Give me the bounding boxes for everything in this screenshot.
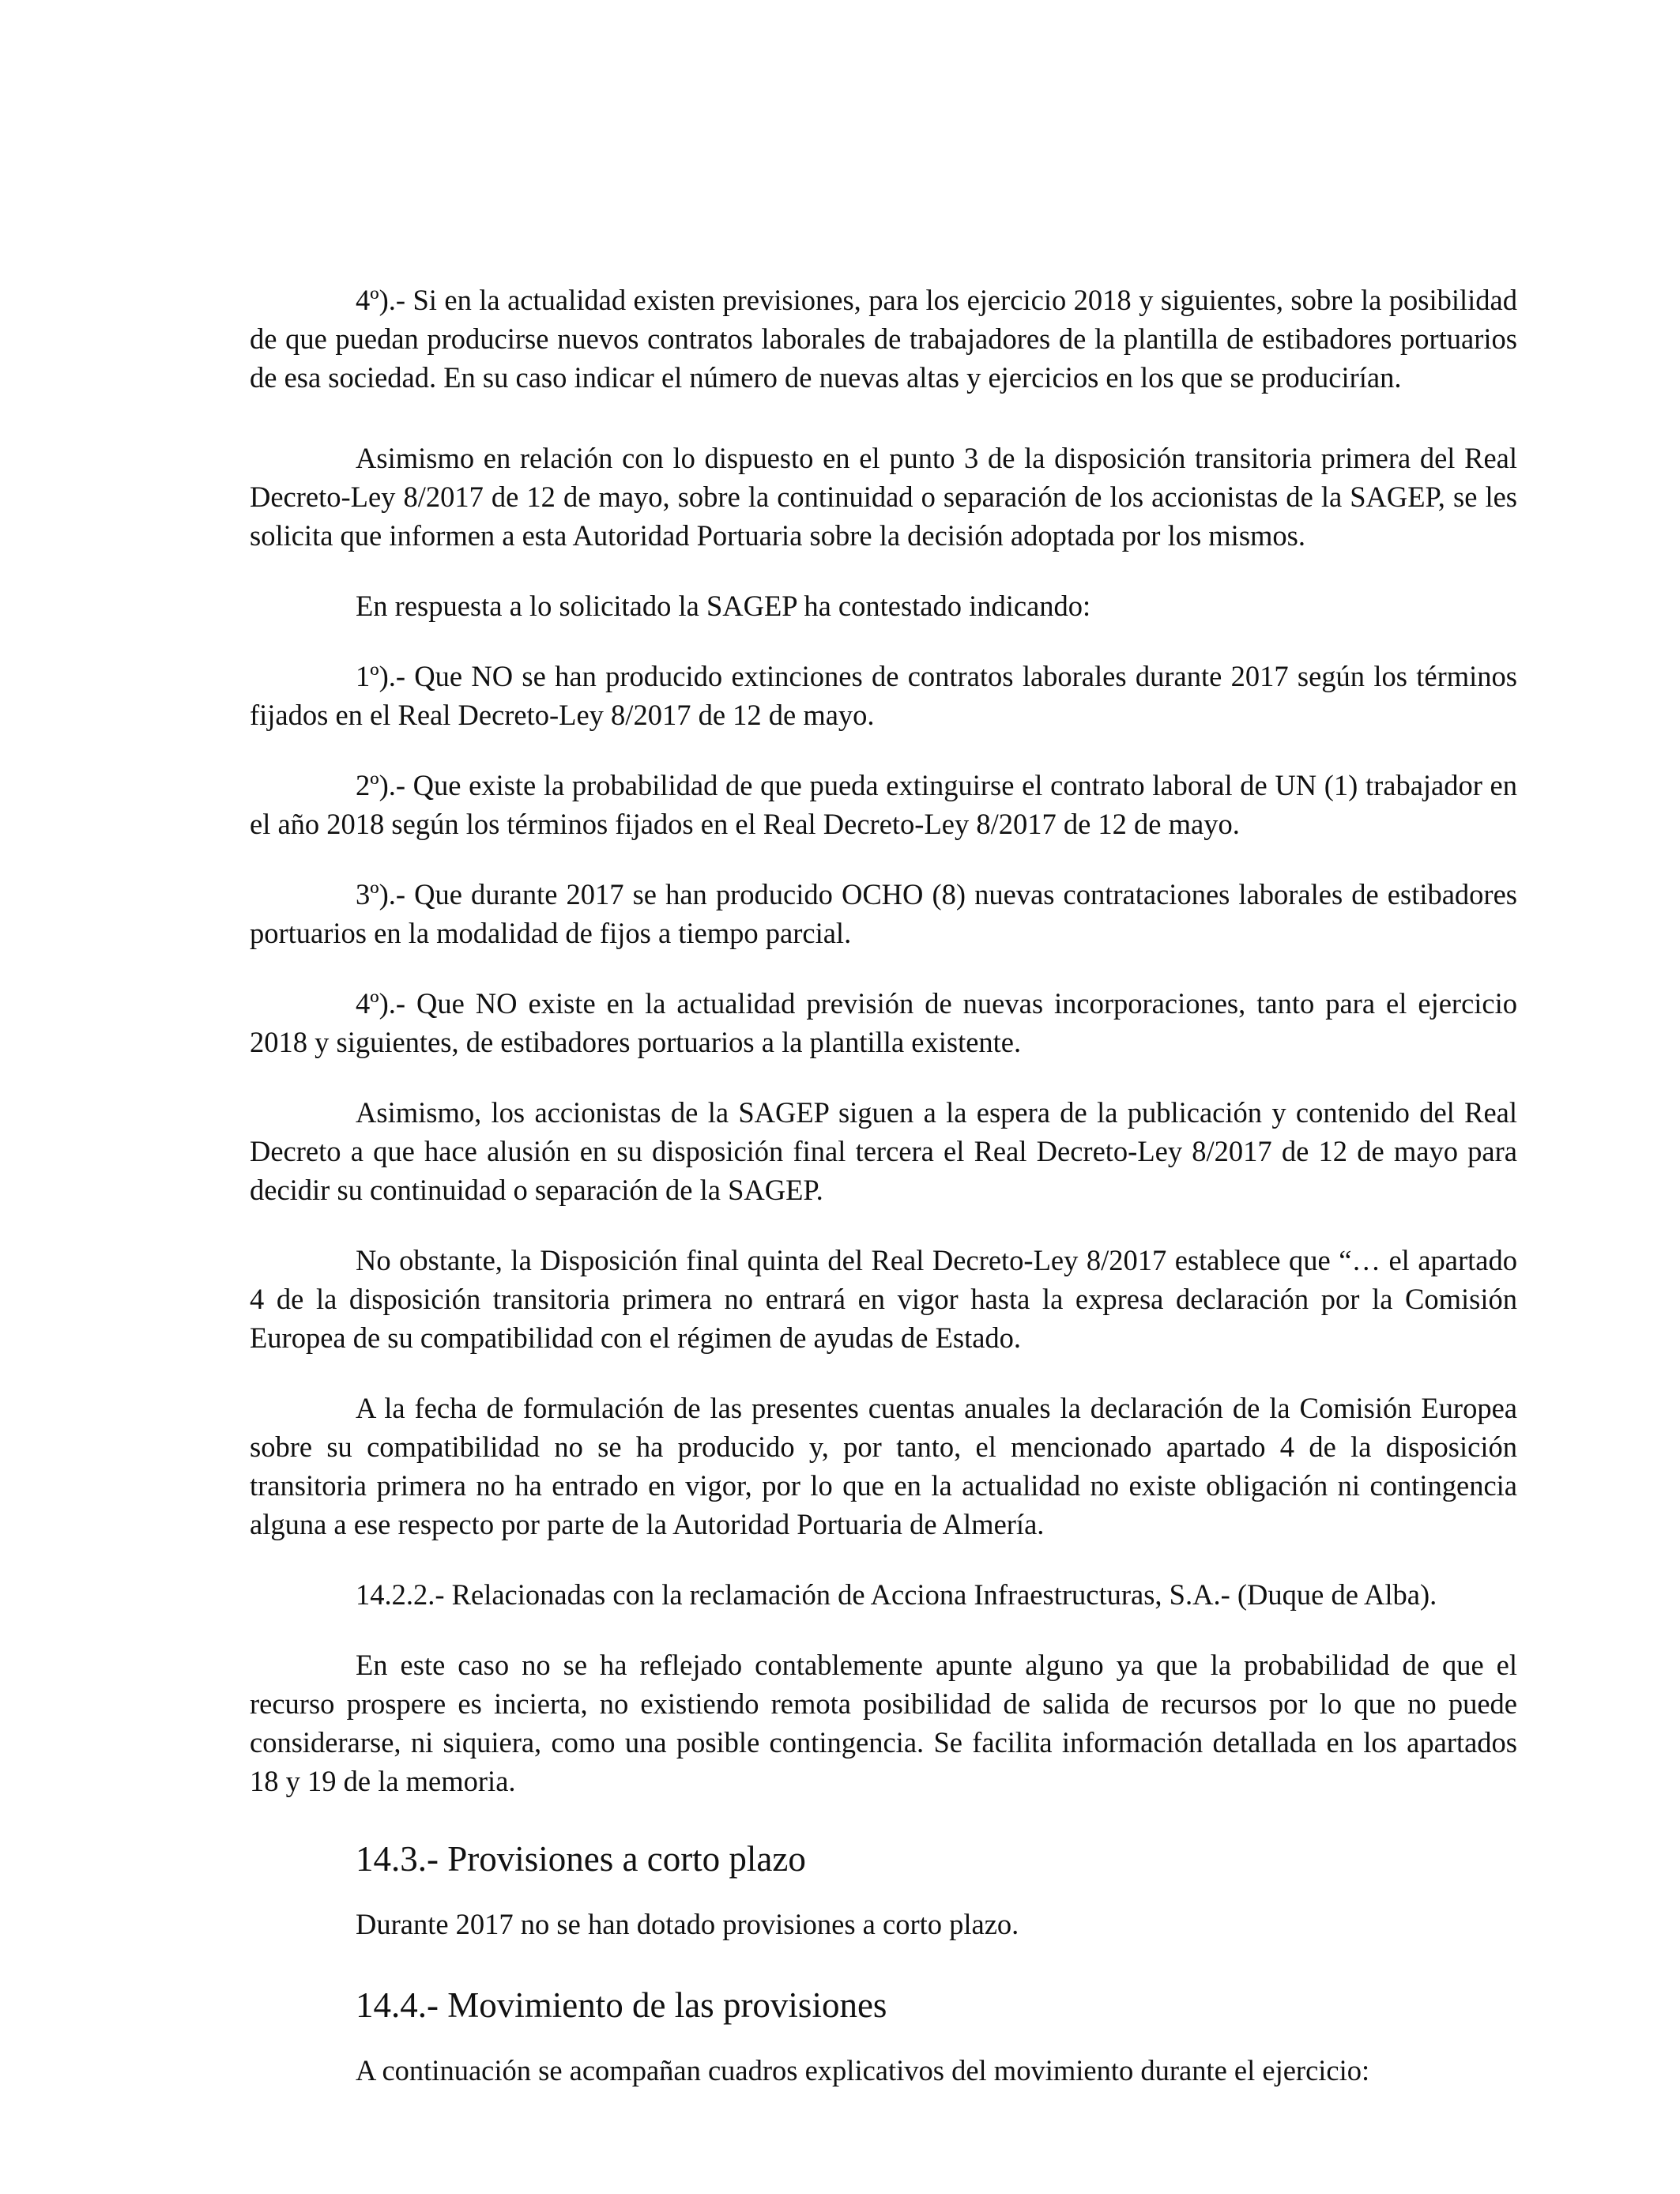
paragraph-final-provision: No obstante, la Disposición final quinta del Real Decreto-Ley 8/2017 establece que “… el apartado 4 de la disposición transitoria primera no entrará en vigor hasta la expresa declaración por la Comisión Europea de su compatibilidad con el régimen de ayudas de Estado. xyxy=(250,1244,1517,1354)
paragraph-acciona-claim: En este caso no se ha reflejado contablemente apunte alguno ya que la probabilidad de que el recurso prospere es incierta, no existiendo remota posibilidad de salida de recursos por lo que no puede considerarse, ni siquiera, como una posible contingencia. Se facilita información detallada en los apartados 18 y 19 de la memoria. xyxy=(250,1649,1517,1797)
section-heading-14-4: 14.4.- Movimiento de las provisiones xyxy=(356,1985,887,2025)
section-heading-14-3: 14.3.- Provisiones a corto plazo xyxy=(356,1839,806,1879)
document-page xyxy=(250,281,1517,2090)
paragraph-answer-4: 4º).- Que NO existe en la actualidad previsión de nuevas incorporaciones, tanto para el ejercicio 2018 y siguientes, de estibadores portuarios a la plantilla existente. xyxy=(250,987,1517,1058)
paragraph-question-4: 4º).- Si en la actualidad existen previsiones, para los ejercicio 2018 y siguientes, sobre la posibilidad de que puedan producirse nuevos contratos laborales de trabajadores de la plantilla de estibadores portuarios de esa sociedad. En su caso indicar el número de nuevas altas y ejercicios en los que se producirían. xyxy=(250,284,1517,394)
subsection-14-2-2-title: 14.2.2.- Relacionadas con la reclamación de Acciona Infraestructuras, S.A.- (Duque de Alba). xyxy=(356,1578,1437,1611)
paragraph-movement-tables-intro: A continuación se acompañan cuadros explicativos del movimiento durante el ejercicio: xyxy=(356,2054,1370,2087)
paragraph-no-obligation: A la fecha de formulación de las presentes cuentas anuales la declaración de la Comisión Europea sobre su compatibilidad no se ha producido y, por tanto, el mencionado apartado 4 de la disposición transitoria primera no ha entrado en vigor, por lo que en la actualidad no existe obligación ni contingencia alguna a ese respecto por parte de la Autoridad Portuaria de Almería. xyxy=(250,1392,1517,1540)
paragraph-shareholders-request: Asimismo en relación con lo dispuesto en el punto 3 de la disposición transitoria primera del Real Decreto-Ley 8/2017 de 12 de mayo, sobre la continuidad o separación de los accionistas de la SAGEP, se les solicita que informen a esta Autoridad Portuaria sobre la decisión adoptada por los mismos. xyxy=(250,442,1517,552)
paragraph-answer-3: 3º).- Que durante 2017 se han producido OCHO (8) nuevas contrataciones laborales de estibadores portuarios en la modalidad de fijos a tiempo parcial. xyxy=(250,878,1517,949)
paragraph-answer-2: 2º).- Que existe la probabilidad de que pueda extinguirse el contrato laboral de UN (1) trabajador en el año 2018 según los términos fijados en el Real Decreto-Ley 8/2017 de 12 de mayo. xyxy=(250,769,1517,840)
paragraph-sagep-response-intro: En respuesta a lo solicitado la SAGEP ha contestado indicando: xyxy=(356,590,1091,622)
paragraph-answer-1: 1º).- Que NO se han producido extinciones de contratos laborales durante 2017 según los términos fijados en el Real Decreto-Ley 8/2017 de 12 de mayo. xyxy=(250,660,1517,731)
paragraph-shareholders-waiting: Asimismo, los accionistas de la SAGEP siguen a la espera de la publicación y contenido del Real Decreto a que hace alusión en su disposición final tercera el Real Decreto-Ley 8/2017 de 12 de mayo para decidir su continuidad o separación de la SAGEP. xyxy=(250,1096,1517,1206)
paragraph-short-term-provisions: Durante 2017 no se han dotado provisiones a corto plazo. xyxy=(356,1908,1019,1940)
